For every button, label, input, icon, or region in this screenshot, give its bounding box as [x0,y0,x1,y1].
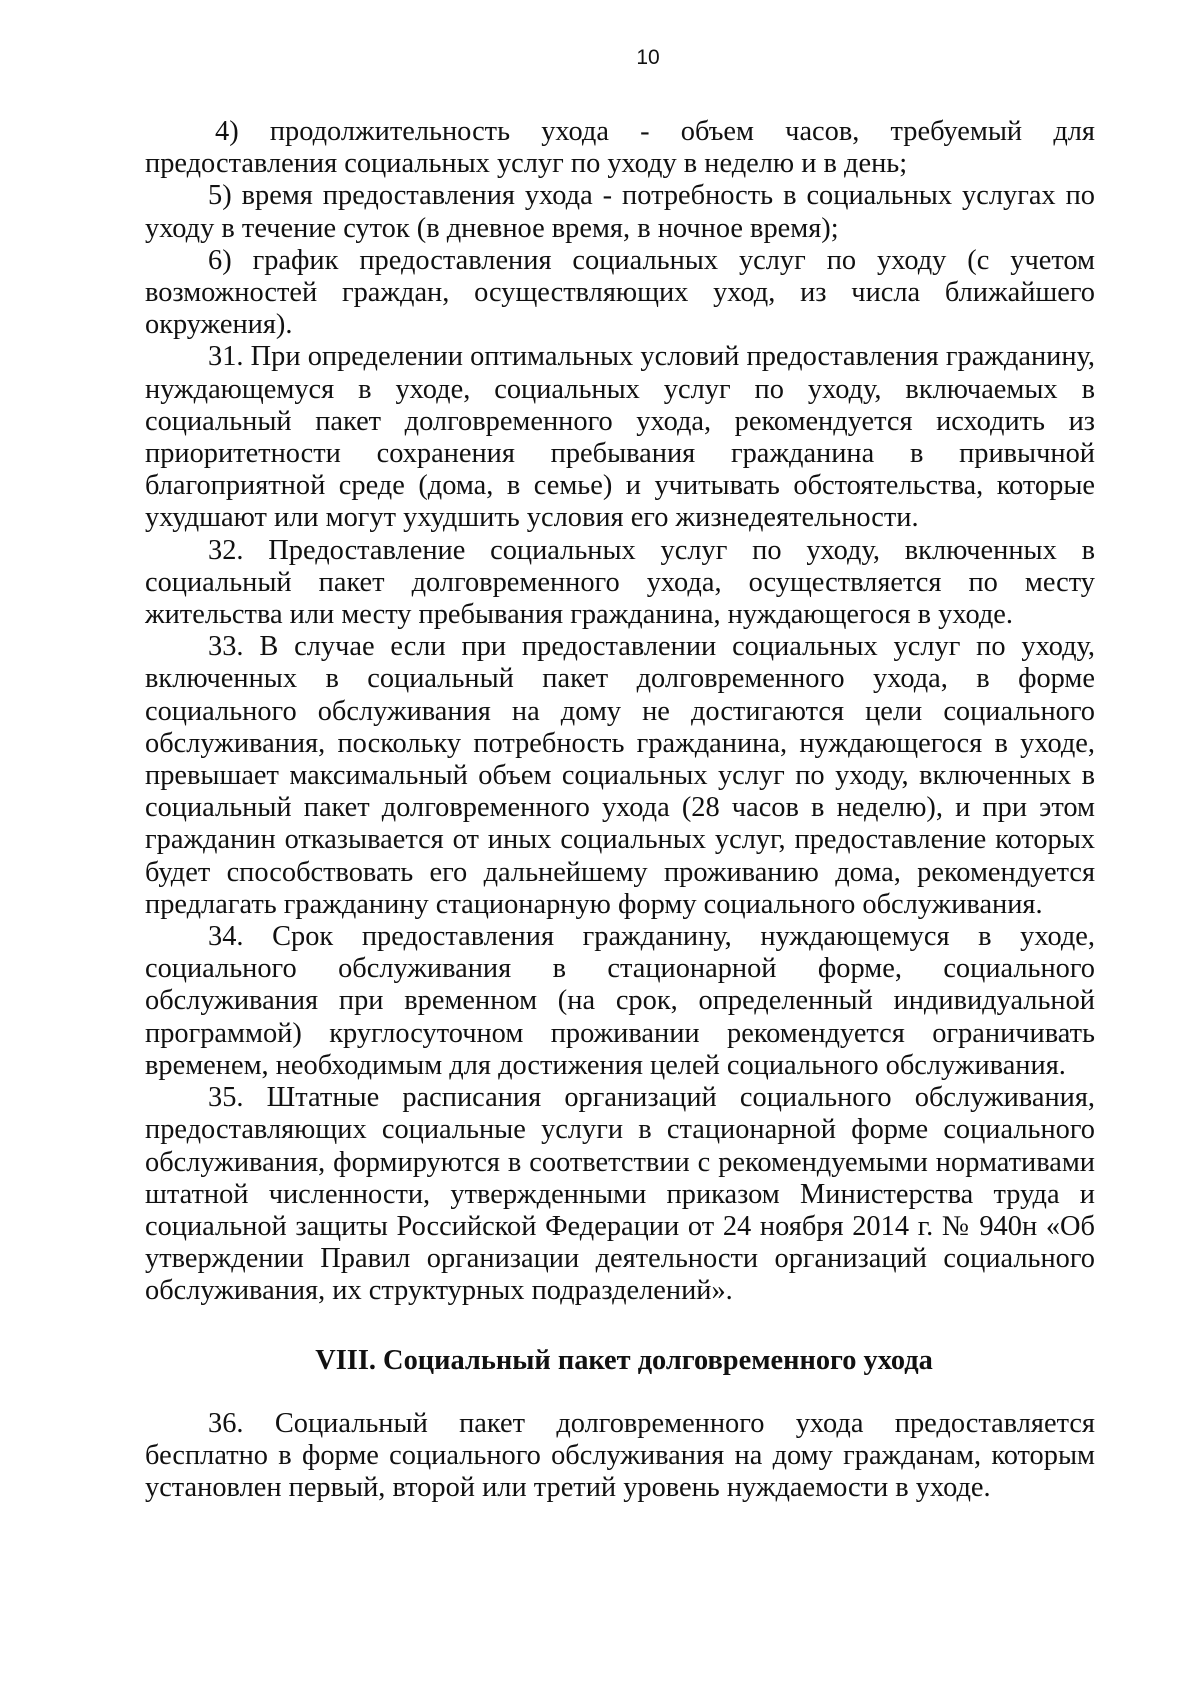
paragraph-31: 31. При определении оптимальных условий предоставления гражданину, нуждающемуся в уходе, социальных услуг по уходу, включаемых в социальный пакет долговременного ухода, рекомендуется исходить из приоритетности сохранения пребывания гражданина в привычной благоприятной среде (дома, в семье) и учитывать обстоятельства, которые ухудшают или могут ухудшить условия его жизнедеятельности. [145,341,1095,534]
paragraph-item-5: 5) время предоставления ухода - потребность в социальных услугах по уходу в течение суток (в дневное время, в ночное время); [145,180,1095,244]
paragraph-item-6: 6) график предоставления социальных услуг по уходу (с учетом возможностей граждан, осуществляющих уход, из числа ближайшего окружения). [145,244,1095,341]
section-heading: VIII. Социальный пакет долговременного ухода [315,1344,933,1376]
paragraph-34: 34. Срок предоставления гражданину, нуждающемуся в уходе, социального обслуживания в стационарной форме, социального обслуживания при временном (на срок, определенный индивидуальной программой) круглосуточном проживании рекомендуется ограничивать временем, необходимым для достижения целей социального обслуживания. [145,921,1095,1081]
paragraph-36: 36. Социальный пакет долговременного ухода предоставляется бесплатно в форме социального обслуживания на дому гражданам, которым установлен первый, второй или третий уровень нуждаемости в уходе. [145,1407,1095,1504]
paragraph-32: 32. Предоставление социальных услуг по уходу, включенных в социальный пакет долговременного ухода, осуществляется по месту жительства или месту пребывания гражданина, нуждающегося в уходе. [145,534,1095,631]
paragraph-33: 33. В случае если при предоставлении социальных услуг по уходу, включенных в социальный пакет долговременного ухода, в форме социального обслуживания на дому не достигаются цели социального обслуживания, поскольку потребность гражданина, нуждающегося в уходе, превышает максимальный объем социальных услуг по уходу, включенных в социальный пакет долговременного ухода (28 часов в неделю), и при этом гражданин отказывается от иных социальных услуг, предоставление которых будет способствовать его дальнейшему проживанию дома, рекомендуется предлагать гражданину стационарную форму социального обслуживания. [145,631,1095,920]
page-number: 10 [636,46,660,69]
paragraph-item-4: 4) продолжительность ухода - объем часов, требуемый для предоставления социальных услуг по уходу в неделю и в день; [145,116,1095,180]
paragraph-35: 35. Штатные расписания организаций социального обслуживания, предоставляющих социальные услуги в стационарной форме социального обслуживания, формируются в соответствии с рекомендуемыми нормативами штатной численности, утвержденными приказом Министерства труда и социальной защиты Российской Федерации от 24 ноября 2014 г. № 940н «Об утверждении Правил организации деятельности организаций социального обслуживания, их структурных подразделений». [145,1082,1095,1307]
document-body [145,116,1095,1504]
